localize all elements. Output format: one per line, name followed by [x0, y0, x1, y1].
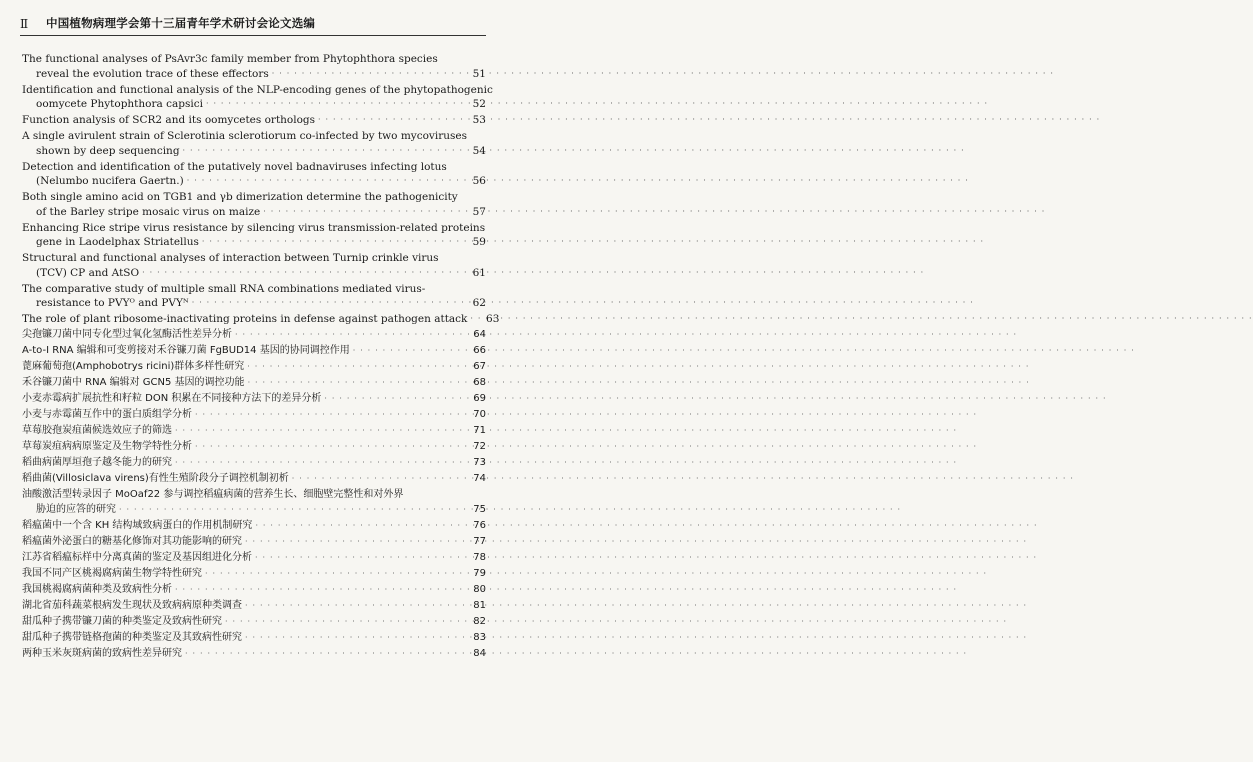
toc-page-number: 56 [472, 175, 486, 187]
toc-page-number: 53 [472, 114, 486, 126]
toc-entry[interactable] [22, 392, 486, 407]
toc-leader-dots [119, 503, 467, 518]
toc-leader-dots [187, 174, 467, 189]
toc-leader-dots [255, 551, 467, 566]
toc-entry-title-line1: Structural and functional analyses of interaction between Turnip crinkle virus [22, 252, 439, 264]
toc-leader-dots [202, 235, 467, 250]
toc-entry[interactable] [22, 599, 486, 614]
toc-page-number: 83 [473, 631, 486, 643]
running-header [20, 10, 486, 36]
toc-entry-title: The role of plant ribosome-inactivating proteins in defense against pathogen attack [22, 313, 468, 325]
toc-entry[interactable] [22, 190, 486, 219]
toc-entry-title: 我国不同产区桃褐腐病菌生物学特性研究 [22, 567, 202, 579]
toc-leader-dots [225, 615, 467, 630]
toc-page-number: 79 [473, 567, 486, 579]
header-title: 中国植物病理学会第十三届青年学术研讨会论文选编 [46, 16, 316, 30]
toc-entry-title: Function analysis of SCR2 and its oomycetes orthologs [22, 114, 316, 126]
toc-entry-title: 稻瘟菌中一个含 KH 结构域致病蛋白的作用机制研究 [22, 519, 253, 531]
toc-entry[interactable] [22, 52, 486, 81]
toc-entry-title-line1: Both single amino acid on TGB1 and γb dimerization determine the pathogenicity [22, 191, 458, 203]
toc-leader-dots [206, 97, 467, 112]
toc-entry-title: 小麦与赤霉菌互作中的蛋白质组学分析 [22, 409, 192, 420]
toc-entry[interactable] [22, 440, 486, 455]
toc-entry-title: of the Barley stripe mosaic virus on maize [36, 205, 261, 218]
toc-page-number: 67 [473, 361, 486, 372]
toc-page-number: 73 [473, 457, 486, 468]
toc-entry-title: 稻曲菌(Villosiclava virens)有性生殖阶段分子调控机制初析 [22, 473, 289, 484]
toc-leader-dots [248, 376, 467, 391]
toc-entry[interactable] [22, 551, 486, 566]
toc-leader-dots [175, 456, 467, 471]
toc-entry[interactable] [22, 535, 486, 550]
toc-entry-title-line1: The functional analyses of PsAvr3c family member from Phytophthora species [22, 53, 438, 65]
toc-entry[interactable] [22, 456, 486, 471]
toc-leader-dots [318, 113, 467, 128]
toc-page-number: 70 [473, 409, 486, 420]
toc-leader-dots [470, 312, 480, 327]
table-of-contents [22, 52, 500, 663]
toc-entry-title: 胁迫的应答的研究 [36, 503, 116, 515]
toc-entry[interactable] [22, 221, 486, 250]
toc-entry[interactable] [22, 160, 486, 189]
toc-entry[interactable] [22, 583, 486, 598]
toc-leader-dots [247, 360, 467, 375]
toc-page-number: 72 [473, 441, 486, 452]
toc-page-number: 54 [472, 144, 486, 157]
toc-page-number: 51 [472, 67, 486, 80]
toc-entry-title: reveal the evolution trace of these effectors [36, 67, 269, 80]
toc-entry-title: (Nelumbo nucifera Gaertn.) [36, 175, 184, 187]
toc-leader-dots [263, 205, 467, 220]
toc-entry[interactable] [22, 488, 486, 517]
toc-entry-title: 蓖麻葡萄孢(Amphobotrys ricini)群体多样性研究 [22, 361, 245, 372]
toc-entry-title-line1: A single avirulent strain of Sclerotinia sclerotiorum co-infected by two mycoviruses [22, 130, 467, 142]
toc-leader-dots [255, 519, 467, 534]
toc-entry[interactable] [22, 328, 486, 343]
toc-page-number: 69 [473, 393, 486, 404]
toc-entry[interactable] [22, 519, 486, 534]
header-page-number: Ⅱ [20, 17, 29, 31]
toc-leader-dots [185, 647, 467, 662]
toc-leader-dots [324, 392, 467, 407]
toc-entry-title: (TCV) CP and AtSO [36, 266, 140, 279]
toc-entry-title: oomycete Phytophthora capsici [36, 98, 203, 110]
toc-page-number: 74 [473, 473, 486, 484]
toc-leader-dots [292, 472, 467, 487]
toc-entry[interactable] [22, 344, 486, 359]
toc-page-number: 52 [472, 98, 486, 110]
toc-entry[interactable] [22, 631, 486, 646]
toc-leader-dots [142, 266, 467, 281]
toc-entry[interactable] [22, 83, 493, 112]
toc-entry-title: 我国桃褐腐病菌种类及致病性分析 [22, 583, 172, 595]
toc-page-number: 78 [473, 551, 486, 563]
toc-page-number: 75 [473, 503, 486, 515]
toc-leader-dots [245, 535, 467, 550]
toc-entry[interactable] [22, 251, 486, 280]
toc-leader-dots [245, 631, 467, 646]
toc-page-number: 61 [472, 266, 486, 279]
toc-leader-dots [175, 424, 467, 439]
toc-page-number: 62 [472, 297, 486, 309]
toc-leader-dots [195, 440, 467, 455]
toc-page-number: 68 [473, 377, 486, 388]
toc-entry[interactable] [22, 282, 486, 311]
toc-entry[interactable] [22, 376, 486, 391]
toc-page-number: 66 [473, 345, 486, 356]
toc-page-number: 57 [472, 205, 486, 218]
toc-page-number: 82 [473, 615, 486, 627]
toc-entry[interactable] [22, 424, 486, 439]
toc-page-number: 59 [472, 236, 486, 248]
toc-entry-title: shown by deep sequencing [36, 144, 180, 157]
toc-entry-title: A-to-I RNA 编辑和可变剪接对禾谷镰刀菌 FgBUD14 基因的协同调控作用 [22, 345, 350, 356]
toc-entry[interactable] [22, 615, 486, 630]
toc-entry[interactable] [22, 472, 486, 487]
toc-entry-title-line1: Enhancing Rice stripe virus resistance by silencing virus transmission-related proteins [22, 221, 486, 234]
toc-entry-title-line1: Identification and functional analysis of the NLP-encoding genes of the phytopathogenic [22, 83, 493, 96]
toc-page-number: 64 [473, 329, 486, 340]
toc-entry-title: 甜瓜种子携带镰刀菌的种类鉴定及致病性研究 [22, 615, 222, 627]
toc-entry-title-line1: Detection and identification of the putatively novel badnaviruses infecting lotus [22, 160, 447, 173]
toc-leader-dots [272, 67, 467, 82]
toc-entry[interactable] [22, 129, 486, 158]
toc-entry[interactable] [22, 408, 486, 423]
toc-entry-title: 草莓炭疽病病原鉴定及生物学特性分析 [22, 441, 192, 452]
toc-leader-dots [245, 599, 467, 614]
toc-leader-dots [183, 144, 467, 159]
toc-page-number: 71 [473, 425, 486, 436]
toc-entry-title-line1: 油酸激活型转录因子 MoOaf22 参与调控稻瘟病菌的营养生长、细胞壁完整性和对外界 [22, 489, 404, 500]
toc-page-number: 76 [473, 519, 486, 531]
toc-page-number: 63 [486, 313, 500, 325]
toc-entry[interactable] [22, 647, 486, 662]
toc-leader-dots [353, 344, 467, 359]
toc-entry-title: 湖北省茄科蔬菜根病发生现状及致病病原种类调查 [22, 599, 242, 611]
toc-entry-title: 江苏省稻瘟标样中分离真菌的鉴定及基因组进化分析 [22, 551, 252, 563]
toc-entry[interactable] [22, 113, 486, 128]
toc-entry[interactable] [22, 312, 500, 327]
toc-entry[interactable] [22, 567, 486, 582]
toc-entry-title: 稻瘟菌外泌蛋白的糖基化修饰对其功能影响的研究 [22, 535, 242, 547]
toc-entry-title: 两种玉米灰斑病菌的致病性差异研究 [22, 647, 182, 659]
toc-entry-title-line1: The comparative study of multiple small RNA combinations mediated virus- [22, 282, 426, 295]
toc-entry-title: 尖孢镰刀菌中同专化型过氧化氢酶活性差异分析 [22, 329, 232, 340]
toc-entry-title: 小麦赤霉病扩展抗性和籽粒 DON 积累在不同接种方法下的差异分析 [22, 393, 322, 404]
toc-entry-title: 草莓胶孢炭疽菌候选效应子的筛选 [22, 425, 172, 436]
toc-entry-title: gene in Laodelphax Striatellus [36, 236, 199, 248]
toc-leader-dots [205, 567, 467, 582]
toc-entry-title: resistance to PVYᴼ and PVYᴺ [36, 297, 189, 309]
toc-entry-title: 禾谷镰刀菌中 RNA 编辑对 GCN5 基因的调控功能 [22, 377, 245, 388]
toc-page-number: 81 [473, 599, 486, 611]
toc-entry-title: 甜瓜种子携带链格孢菌的种类鉴定及其致病性研究 [22, 631, 242, 643]
toc-entry[interactable] [22, 360, 486, 375]
toc-leader-dots [235, 328, 467, 343]
toc-leader-dots [175, 583, 467, 598]
toc-leader-dots [192, 296, 467, 311]
toc-leader-dots [195, 408, 467, 423]
toc-page-number: 77 [473, 535, 486, 547]
toc-entry-title: 稻曲病菌厚垣孢子越冬能力的研究 [22, 457, 172, 468]
toc-page-number: 80 [473, 583, 486, 595]
toc-page-number: 84 [473, 647, 486, 659]
